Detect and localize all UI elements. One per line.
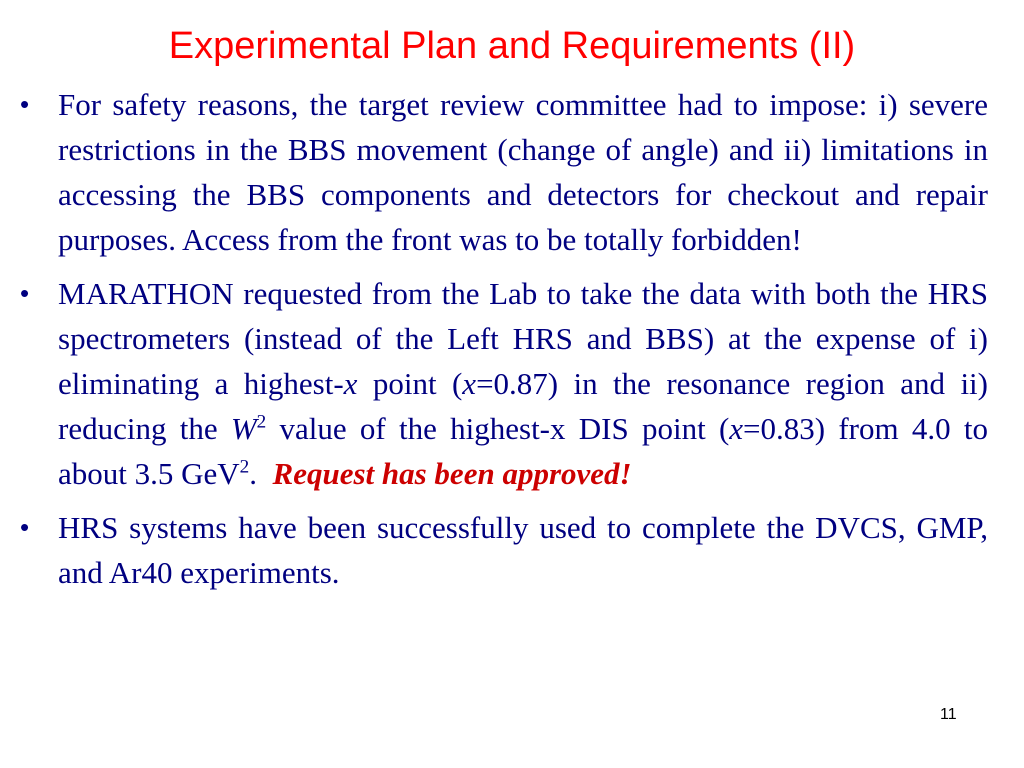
variable-x: x bbox=[729, 411, 744, 446]
bullet-text-part: . bbox=[249, 456, 273, 491]
approval-emphasis: Request has been approved! bbox=[272, 456, 632, 491]
variable-w: W bbox=[230, 411, 257, 446]
bullet-item-hrs bbox=[58, 505, 988, 595]
superscript: 2 bbox=[256, 411, 267, 433]
page-number: 11 bbox=[940, 706, 957, 723]
bullet-text-part: value of the highest-x DIS point ( bbox=[266, 411, 730, 446]
bullet-text-part: MARATHON requested from the Lab to take the data with both the HRS spectrometers (instead of the Left HRS and BBS) at the expense of i) eliminating a highest- bbox=[58, 276, 988, 401]
bullet-text-part: =0.87) in the resonance region and ii) reducing the bbox=[58, 366, 988, 446]
variable-x: x bbox=[462, 366, 477, 401]
bullet-text-part: point ( bbox=[357, 366, 463, 401]
bullet-text: For safety reasons, the target review committee had to impose: i) severe restrictions in the BBS movement (change of angle) and ii) limitations in accessing the BBS components and detectors for checkout and repair purposes. Access from the front was to be totally forbidden! bbox=[58, 87, 988, 257]
variable-x: x bbox=[343, 366, 358, 401]
superscript: 2 bbox=[239, 456, 250, 478]
bullet-text-part: =0.83) from 4.0 to about 3.5 GeV bbox=[58, 411, 988, 491]
bullet-text: HRS systems have been successfully used to complete the DVCS, GMP, and Ar40 experiments. bbox=[58, 510, 988, 590]
bullet-list bbox=[58, 82, 988, 604]
bullet-item-marathon bbox=[58, 271, 988, 496]
slide-title: Experimental Plan and Requirements (II) bbox=[168, 25, 856, 67]
bullet-item-safety bbox=[58, 82, 988, 262]
